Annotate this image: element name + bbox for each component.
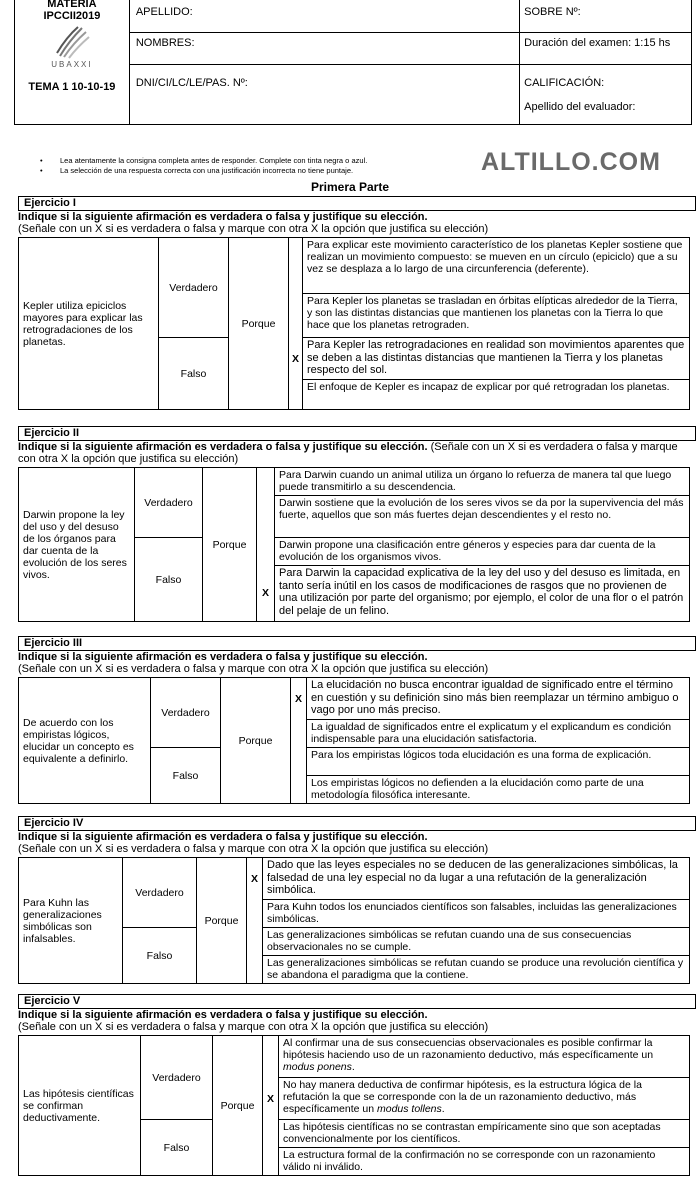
logo-text: UBAXXI (51, 60, 93, 69)
calificacion-cell[interactable] (520, 64, 692, 124)
porque-label: Porque (197, 858, 247, 984)
justification-option[interactable]: Darwin sostiene que la evolución de los seres vivos se da por la supervivencia del más fuerte, aquellos que son más fuertes dejan descendientes y el resto no. (275, 496, 690, 538)
exam-header (14, 0, 692, 125)
sobre-field[interactable]: SOBRE Nº: (520, 0, 692, 32)
mark-box[interactable] (291, 776, 307, 804)
justification-option[interactable]: Para Darwin cuando un animal utiliza un órgano lo refuerza de manera tal que luego puede transmitirlo a su descendencia. (275, 468, 690, 496)
exercise-2 (18, 426, 694, 622)
verdadero-option[interactable]: Verdadero (123, 858, 197, 928)
calificacion-label: CALIFICACIÓN: (524, 76, 605, 89)
mark-box[interactable] (257, 538, 275, 566)
exercise-instructions: Indique si la siguiente afirmación es verdadera o falsa y justifique su elección. (Señale con un X si es verdadera o falsa y marque con otra X la opción que justifica su elección) (18, 441, 678, 465)
falso-option[interactable]: Falso (159, 338, 229, 410)
mark-box[interactable] (247, 928, 263, 956)
italic-term: modus ponens (283, 1061, 352, 1073)
mark-box[interactable] (247, 956, 263, 984)
part-title: Primera Parte (310, 180, 390, 194)
justification-option[interactable]: Para explicar este movimiento característico de los planetas Kepler sostiene que realizan un movimiento compuesto: se mueven en un círculo (epiciclo) que a su vez se desplaza a lo largo de una circunferencia (deferente). (303, 238, 690, 294)
falso-option[interactable]: Falso (151, 748, 221, 804)
justification-option[interactable]: Para Kuhn todos los enunciados científicos son falsables, incluidas las generalizaciones simbólicas. (263, 900, 690, 928)
justification-option[interactable]: Los empiristas lógicos no defienden a la elucidación como parte de una metodología filosófica interesante. (307, 776, 690, 804)
mark-box[interactable] (247, 900, 263, 928)
justification-option[interactable]: Para los empiristas lógicos toda elucidación es una forma de explicación. (307, 748, 690, 776)
justification-option[interactable]: Para Kepler los planetas se trasladan en órbitas elípticas alrededor de la Tierra, y son las distintas distancias que mantienen los planetas con la Tierra lo que hace que los planetas retrograden. (303, 294, 690, 338)
italic-term: modus tollens (376, 1103, 442, 1115)
justification-option[interactable]: Para Darwin la capacidad explicativa de la ley del uso y del desuso es limitada, en tanto sería inútil en los casos de modificaciones de rasgos que no provienen de una utilización por parte del organismo; por ejemplo, el color de una flor o el patrón del pelaje de un felino. (275, 566, 690, 622)
justification-option[interactable]: La igualdad de significados entre el explicatum y el explicandum es condición indispensable para una elucidación satisfactoria. (307, 720, 690, 748)
justification-option[interactable]: La estructura formal de la confirmación no se corresponde con un razonamiento válido ni inválido. (279, 1148, 690, 1176)
mark-box-selected[interactable]: X (263, 1078, 279, 1120)
answer-table (18, 467, 690, 622)
exercise-title: Ejercicio III (18, 636, 696, 651)
exercise-4 (18, 816, 694, 984)
falso-option[interactable]: Falso (123, 928, 197, 984)
falso-option[interactable]: Falso (135, 538, 203, 622)
verdadero-option[interactable]: Verdadero (141, 1036, 213, 1120)
instructions-notes (40, 156, 367, 176)
mark-box[interactable] (291, 720, 307, 748)
porque-label: Porque (221, 678, 291, 804)
mark-box[interactable] (257, 496, 275, 538)
answer-table (18, 857, 690, 984)
justification-option[interactable]: Darwin propone una clasificación entre géneros y especies para dar cuenta de la evolución de los organismos vivos. (275, 538, 690, 566)
exercise-5 (18, 994, 694, 1176)
mark-box[interactable] (257, 468, 275, 496)
mark-box[interactable] (263, 1148, 279, 1176)
uba-logo-icon (52, 26, 92, 60)
statement: Para Kuhn las generalizaciones simbólicas son infalsables. (19, 858, 123, 984)
materia-code: IPCCII2019 (43, 10, 101, 22)
subject-cell (15, 0, 130, 124)
apellido-field[interactable]: APELLIDO: (129, 0, 519, 32)
mark-box-selected[interactable]: X (289, 338, 303, 380)
justification-option[interactable]: Las generalizaciones simbólicas se refutan cuando se produce una revolución científica y se abandona el paradigma que la contiene. (263, 956, 690, 984)
verdadero-option[interactable]: Verdadero (151, 678, 221, 748)
mark-box[interactable] (291, 748, 307, 776)
exercise-instructions: Indique si la siguiente afirmación es verdadera o falsa y justifique su elección. (Señale con un X si es verdadera o falsa y marque con otra X la opción que justifica su elección) (18, 211, 489, 235)
answer-table (18, 677, 690, 804)
verdadero-option[interactable]: Verdadero (135, 468, 203, 538)
mark-box[interactable] (289, 380, 303, 410)
tema-label: TEMA 1 10-10-19 (28, 81, 116, 93)
nombres-field[interactable]: NOMBRES: (129, 32, 519, 64)
exercise-instructions: Indique si la siguiente afirmación es verdadera o falsa y justifique su elección. (Señale con un X si es verdadera o falsa y marque con otra X la opción que justifica su elección) (18, 831, 489, 855)
evaluador-label: Apellido del evaluador: (524, 100, 636, 113)
watermark: ALTILLO.COM (481, 148, 661, 176)
note-item: • La selección de una respuesta correcta con una justificación incorrecta no tiene puntaje. (40, 166, 367, 176)
justification-option[interactable]: La elucidación no busca encontrar igualdad de significado entre el término en cuestión y su definición sino más bien reemplazar un término ambiguo o vago por uno más preciso. (307, 678, 690, 720)
porque-label: Porque (203, 468, 257, 622)
exercise-title: Ejercicio V (18, 994, 696, 1009)
justification-option[interactable]: No hay manera deductiva de confirmar hipótesis, es la estructura lógica de la refutación la que se corresponde con la de un razonamiento deductivo, más específicamente un modus tollens. (279, 1078, 690, 1120)
answer-table (18, 1035, 690, 1176)
exercise-1 (18, 196, 694, 410)
exercise-instructions: Indique si la siguiente afirmación es verdadera o falsa y justifique su elección. (Señale con un X si es verdadera o falsa y marque con otra X la opción que justifica su elección) (18, 651, 489, 675)
statement: Las hipótesis científicas se confirman deductivamente. (19, 1036, 141, 1176)
falso-option[interactable]: Falso (141, 1120, 213, 1176)
exercise-instructions: Indique si la siguiente afirmación es verdadera o falsa y justifique su elección. (Señale con un X si es verdadera o falsa y marque con otra X la opción que justifica su elección) (18, 1009, 489, 1033)
exercise-title: Ejercicio IV (18, 816, 696, 831)
exercise-3 (18, 636, 694, 804)
statement: Darwin propone la ley del uso y del desuso de los órganos para dar cuenta de la evolución de los seres vivos. (19, 468, 135, 622)
dni-field[interactable]: DNI/CI/LC/LE/PAS. Nº: (129, 64, 519, 124)
exercise-title: Ejercicio I (18, 196, 696, 211)
mark-box[interactable] (263, 1036, 279, 1078)
mark-box[interactable] (263, 1120, 279, 1148)
justification-option[interactable]: Para Kepler las retrogradaciones en realidad son movimientos aparentes que se deben a las distintas distancias que mantienen la Tierra y los planetas respecto del sol. (303, 338, 690, 380)
note-item: • Lea atentamente la consigna completa antes de responder. Complete con tinta negra o azul. (40, 156, 367, 166)
materia-label: MATERIA (47, 0, 97, 10)
mark-box[interactable] (289, 238, 303, 294)
verdadero-option[interactable]: Verdadero (159, 238, 229, 338)
porque-label: Porque (229, 238, 289, 410)
statement: De acuerdo con los empiristas lógicos, elucidar un concepto es equivalente a definirlo. (19, 678, 151, 804)
answer-table (18, 237, 690, 410)
statement: Kepler utiliza epiciclos mayores para explicar las retrogradaciones de los planetas. (19, 238, 159, 410)
justification-option[interactable]: Al confirmar una de sus consecuencias observacionales es posible confirmar la hipótesis haciendo uso de un razonamiento deductivo, más específicamente un modus ponens. (279, 1036, 690, 1078)
justification-option[interactable]: Las hipótesis científicas no se contrastan empíricamente sino que son aceptadas convencionalmente por los científicos. (279, 1120, 690, 1148)
mark-box-selected[interactable]: X (257, 566, 275, 622)
porque-label: Porque (213, 1036, 263, 1176)
justification-option[interactable]: Las generalizaciones simbólicas se refutan cuando una de sus consecuencias observacionales no se cumple. (263, 928, 690, 956)
exercise-title: Ejercicio II (18, 426, 696, 441)
mark-box-selected[interactable]: X (247, 858, 263, 900)
duracion-label: Duración del examen: 1:15 hs (520, 32, 692, 64)
justification-option[interactable]: El enfoque de Kepler es incapaz de explicar por qué retrogradan los planetas. (303, 380, 690, 410)
mark-box[interactable] (289, 294, 303, 338)
mark-box-selected[interactable]: X (291, 678, 307, 720)
justification-option[interactable]: Dado que las leyes especiales no se deducen de las generalizaciones simbólicas, la falsedad de una ley especial no da lugar a una refutación de la generalización simbólica. (263, 858, 690, 900)
